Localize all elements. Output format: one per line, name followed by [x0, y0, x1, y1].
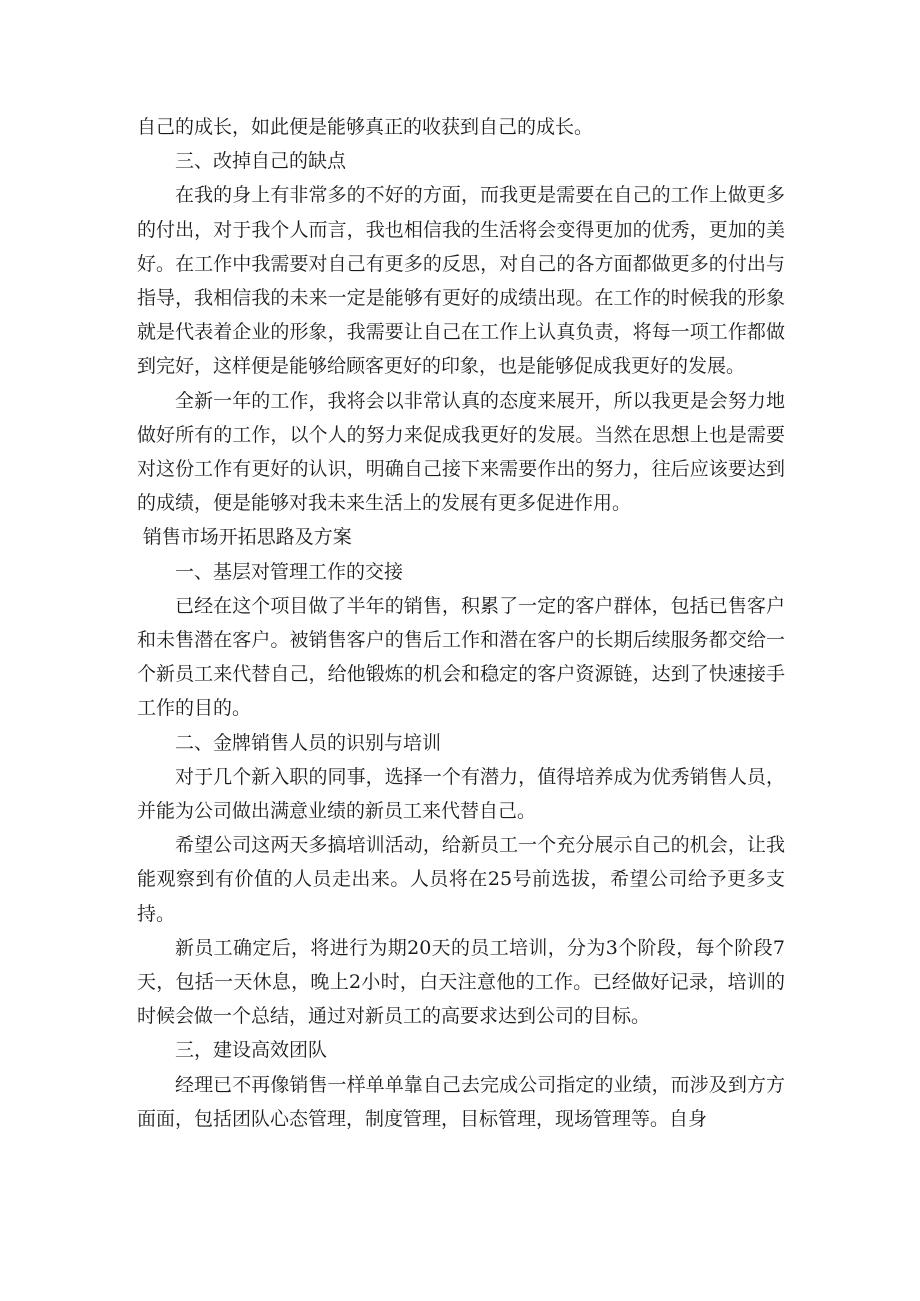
section-heading-gold-sales-training: 二、金牌销售人员的识别与培训 [175, 731, 442, 754]
paragraph: 希望公司这两天多搞培训活动，给新员工一个充分展示自己的机会，让我能观察到有价值的人员走出来。人员将在25号前选拔，希望公司给予更多支持。 [137, 834, 785, 925]
paragraph: 已经在这个项目做了半年的销售，积累了一定的客户群体，包括已售客户和未售潜在客户。被销售客户的售后工作和潜在客户的长期后续服务都交给一个新员工来代替自己，给他锻炼的机会和稳定的客户资源链，达到了快速接手工作的目的。 [137, 594, 785, 720]
section-heading-management-handover: 一、基层对管理工作的交接 [175, 560, 404, 583]
section-heading-fix-shortcomings: 三、改掉自己的缺点 [175, 150, 347, 173]
paragraph: 新员工确定后，将进行为期20天的员工培训，分为3个阶段，每个阶段7天，包括一天休息，晚上2小时，白天注意他的工作。已经做好记录，培训的时候会做一个总结，通过对新员工的高要求达到公司的目标。 [137, 936, 785, 1028]
document-body [137, 110, 785, 1136]
paragraph: 经理已不再像销售一样单单靠自己去完成公司指定的业绩，而涉及到方方面面，包括团队心态管理，制度管理，目标管理，现场管理等。自身 [137, 1073, 785, 1130]
document-title-sales-plan: 销售市场开拓思路及方案 [142, 526, 352, 549]
section-heading-efficient-team: 三，建设高效团队 [175, 1039, 328, 1062]
paragraph: 全新一年的工作，我将会以非常认真的态度来展开，所以我更是会努力地做好所有的工作，以个人的努力来促成我更好的发展。当然在思想上也是需要对这份工作有更好的认识，明确自己接下来需要作出的努力，往后应该要达到的成绩，便是能够对我未来生活上的发展有更多促进作用。 [137, 389, 785, 515]
paragraph: 在我的身上有非常多的不好的方面，而我更是需要在自己的工作上做更多的付出，对于我个人而言，我也相信我的生活将会变得更加的优秀，更加的美好。在工作中我需要对自己有更多的反思，对自己的各方面都做更多的付出与指导，我相信我的未来一定是能够有更好的成绩出现。在工作的时候我的形象就是代表着企业的形象，我需要让自己在工作上认真负责，将每一项工作都做到完好，这样便是能够给顾客更好的印象，也是能够促成我更好的发展。 [137, 184, 785, 378]
paragraph: 对于几个新入职的同事，选择一个有潜力，值得培养成为优秀销售人员，并能为公司做出满意业绩的新员工来代替自己。 [137, 765, 785, 823]
paragraph-continuation: 自己的成长，如此便是能够真正的收获到自己的成长。 [137, 116, 594, 138]
